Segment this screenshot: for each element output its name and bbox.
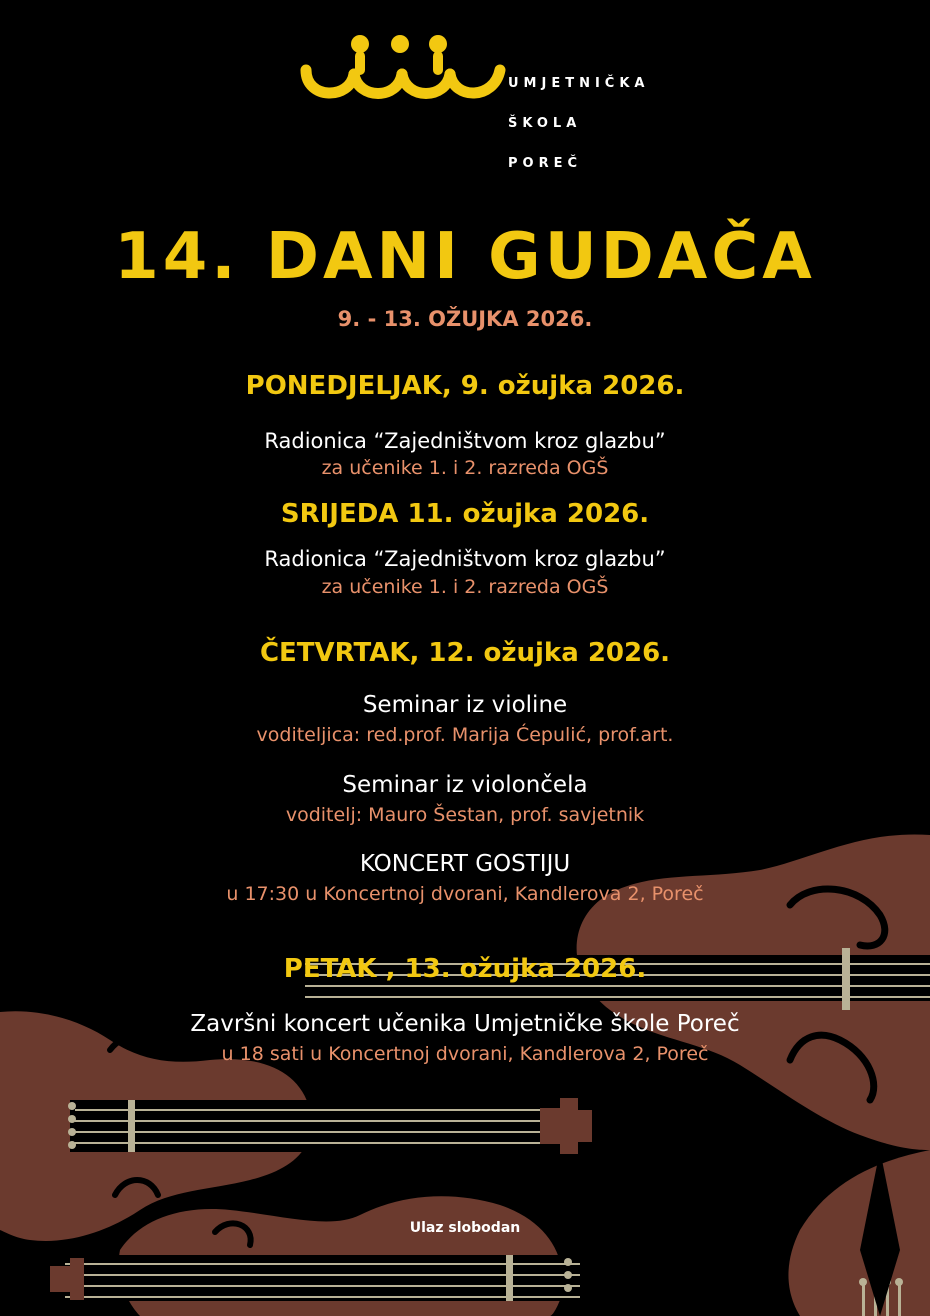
event-thursday-3 xyxy=(0,848,930,908)
event-title: Završni koncert učenika Umjetničke škole Poreč xyxy=(190,1011,740,1037)
event-friday-1 xyxy=(0,1008,930,1068)
school-name-line-2: ŠKOLA xyxy=(508,116,582,131)
event-detail: za učenike 1. i 2. razreda OGŠ xyxy=(321,576,609,598)
event-title: Seminar iz violine xyxy=(362,692,568,718)
day-heading: PETAK , 13. ožujka 2026. xyxy=(283,954,647,984)
event-title: KONCERT GOSTIJU xyxy=(359,851,571,877)
day-heading: PONEDJELJAK, 9. ožujka 2026. xyxy=(245,371,685,401)
event-title: Radionica “Zajedništvom kroz glazbu” xyxy=(264,547,666,571)
school-name-line-3: POREČ xyxy=(508,156,583,171)
event-thursday-1 xyxy=(0,689,930,749)
event-title: Radionica “Zajedništvom kroz glazbu” xyxy=(264,429,666,453)
day-friday xyxy=(0,954,930,984)
day-wednesday xyxy=(0,499,930,529)
event-wednesday-1 xyxy=(0,545,930,601)
admission-note: Ulaz slobodan xyxy=(409,1220,521,1236)
school-name xyxy=(508,64,649,184)
event-detail: u 17:30 u Koncertnoj dvorani, Kandlerova 2, Poreč xyxy=(226,883,704,905)
day-thursday xyxy=(0,638,930,668)
day-heading: ČETVRTAK, 12. ožujka 2026. xyxy=(259,638,671,668)
event-monday-1 xyxy=(0,427,930,481)
event-title: 14. DANI GUDAČA xyxy=(114,220,816,294)
school-name-line-1: UMJETNIČKA xyxy=(508,76,650,91)
school-logo-icon xyxy=(298,30,510,110)
event-dates: 9. - 13. OŽUJKA 2026. xyxy=(337,307,593,331)
event-thursday-2 xyxy=(0,769,930,829)
day-monday xyxy=(0,371,930,401)
event-title: Seminar iz violončela xyxy=(342,772,588,798)
event-detail: za učenike 1. i 2. razreda OGŠ xyxy=(321,457,609,479)
event-detail: voditelj: Mauro Šestan, prof. savjetnik xyxy=(285,804,645,826)
event-detail: u 18 sati u Koncertnoj dvorani, Kandlerova 2, Poreč xyxy=(221,1043,709,1065)
day-heading: SRIJEDA 11. ožujka 2026. xyxy=(280,499,650,529)
event-detail: voditeljica: red.prof. Marija Ćepulić, prof.art. xyxy=(256,724,674,746)
